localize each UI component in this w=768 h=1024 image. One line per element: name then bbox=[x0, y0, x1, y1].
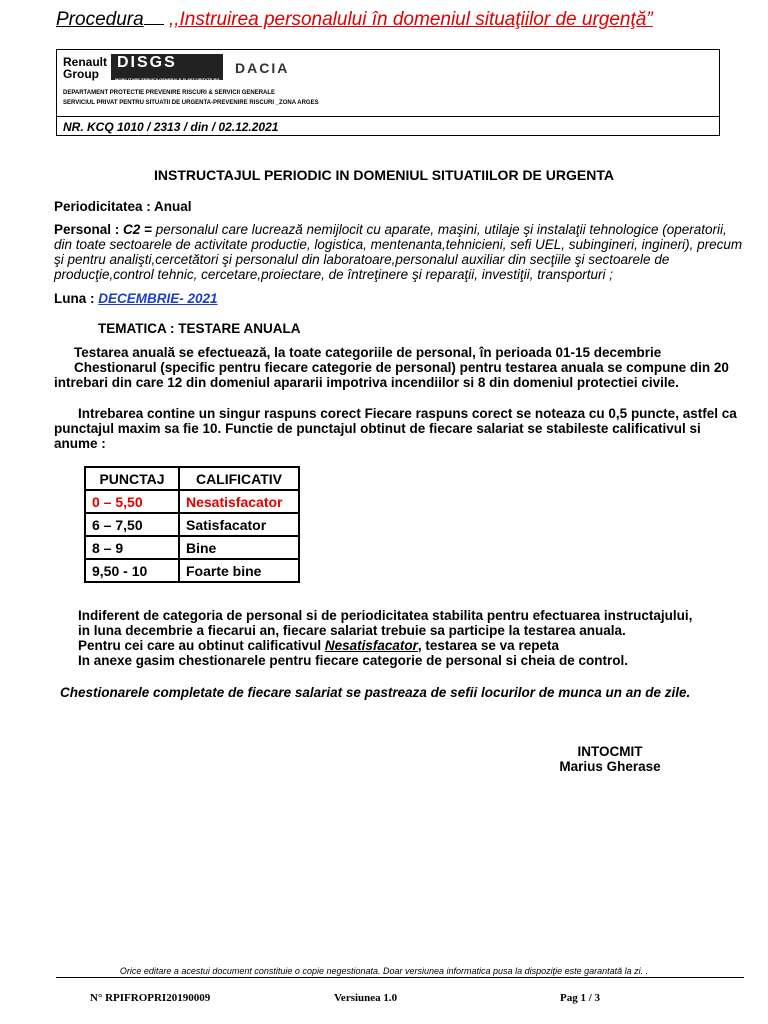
logo-box bbox=[56, 49, 720, 136]
score-range: 9,50 - 10 bbox=[85, 559, 179, 582]
rating: Foarte bine bbox=[179, 559, 299, 582]
document-title: INSTRUCTAJUL PERIODIC IN DOMENIUL SITUATIILOR DE URGENTA bbox=[154, 167, 614, 183]
score-range: 0 – 5,50 bbox=[85, 490, 179, 513]
grading-table bbox=[84, 466, 300, 583]
after-table-line-4: In anexe gasim chestionarele pentru fiecare categorie de personal si cheia de control. bbox=[78, 653, 628, 668]
after-table-line-2: in luna decembrie a fiecarui an, fiecare salariat trebuie sa participe la testarea anuala. bbox=[78, 623, 626, 638]
nesatisfacator-emphasis: Nesatisfacator bbox=[324, 638, 418, 653]
month-label: Luna : bbox=[54, 291, 99, 306]
retention-note: Chestionarele completate de fiecare salariat se pastreaza de sefii locurilor de munca un an de zile. bbox=[60, 685, 691, 700]
disgs-logo bbox=[111, 54, 223, 80]
after-table-line-3a: Pentru cei care au obtinut calificativul bbox=[78, 638, 325, 653]
score-range: 8 – 9 bbox=[85, 536, 179, 559]
rating: Bine bbox=[179, 536, 299, 559]
renault-group-logo bbox=[63, 56, 107, 80]
disgs-logo-subtitle: MOBILIZARE SERVICII GENERALE SI SECURITATE RG bbox=[115, 77, 220, 82]
renault-logo-line1: Renault bbox=[63, 55, 108, 69]
table-row bbox=[85, 559, 299, 582]
body-paragraph-2: Chestionarul (specific pentru fiecare categorie de personal) pentru testarea anuala se compune din 20 intrebari din care 12 din domeniul apararii impotriva incendiilor si 8 din domeniul protectiei civile. bbox=[54, 360, 729, 390]
personal-code: C2 = bbox=[123, 222, 156, 237]
procedure-title: ,,Instruirea personalului în domeniul situaţiilor de urgenţă” bbox=[168, 9, 653, 30]
header-punctaj: PUNCTAJ bbox=[85, 467, 179, 490]
table-row bbox=[85, 536, 299, 559]
theme-heading: TEMATICA : TESTARE ANUALA bbox=[98, 321, 301, 336]
footer-version: Versiunea 1.0 bbox=[334, 992, 398, 1004]
after-table-text bbox=[78, 608, 758, 668]
footer-divider bbox=[56, 977, 744, 978]
header-underline-gap bbox=[144, 8, 164, 25]
after-table-line-3c: , testarea se va repeta bbox=[417, 638, 559, 653]
signature-block bbox=[555, 744, 665, 774]
month-value: DECEMBRIE- 2021 bbox=[98, 291, 218, 306]
department-line-1: DEPARTAMENT PROTECTIE PREVENIRE RISCURI & SERVICII GENERALE bbox=[63, 90, 276, 96]
personal-label: Personal : bbox=[54, 222, 124, 237]
footer-document-number: N° RPIFROPRI20190009 bbox=[90, 992, 211, 1004]
header-calificativ: CALIFICATIV bbox=[179, 467, 299, 490]
after-table-line-3 bbox=[78, 638, 758, 653]
department-line-2: SERVICIUL PRIVAT PENTRU SITUATII DE URGENTA-PREVENIRE RISCURI _ZONA ARGES bbox=[63, 100, 319, 106]
procedure-label: Procedura bbox=[56, 9, 144, 30]
score-range: 6 – 7,50 bbox=[85, 513, 179, 536]
document-number: NR. KCQ 1010 / 2313 / din / 02.12.2021 bbox=[63, 120, 279, 134]
body-paragraph-1: Testarea anuală se efectuează, la toate categoriile de personal, în perioada 01-15 decembrie bbox=[74, 345, 662, 360]
procedure-header bbox=[56, 8, 653, 31]
month-line bbox=[54, 291, 744, 306]
table-row bbox=[85, 513, 299, 536]
table-row bbox=[85, 490, 299, 513]
personal-description: personalul care lucrează nemijlocit cu aparate, maşini, utilaje şi instalaţii tehnologice (operatorii, din toate sectoarele de activitate productie, logistica, mentenanta,tehnicieni, sefi UEL, subingineri, ingineri), precum şi pentru analişti,cercetători şi personalul din laboratoare,personalul auxiliar din secţiile şi sectoarele de producţie,control tehnic, cercetare,proiectare, de întreţinere şi reparaţii, investiţii, transporturi ; bbox=[54, 222, 743, 282]
rating: Nesatisfacator bbox=[179, 490, 299, 513]
personal-block bbox=[54, 222, 744, 282]
grading-table-header bbox=[85, 467, 299, 490]
renault-logo-line2: Group bbox=[63, 67, 99, 81]
disgs-logo-text: DISGS bbox=[117, 54, 177, 71]
body-paragraph-3: Intrebarea contine un singur raspuns corect Fiecare raspuns corect se noteaza cu 0,5 puncte, astfel ca punctajul maxim sa fie 10. Functie de punctajul obtinut de fiecare salariat se stabileste calificativul si anume : bbox=[54, 406, 737, 451]
after-table-line-1: Indiferent de categoria de personal si de periodicitatea stabilita pentru efectuarea instructajului, bbox=[78, 608, 693, 623]
footer-disclaimer: Orice editare a acestui document constituie o copie negestionata. Doar versiunea informatica pusa la dispoziţie este garantată la zi. . bbox=[119, 966, 649, 976]
signature-name: Marius Gherase bbox=[559, 759, 661, 774]
dacia-logo: DACIA bbox=[235, 60, 290, 76]
signature-role: INTOCMIT bbox=[577, 744, 643, 759]
footer-page: Pag 1 / 3 bbox=[560, 992, 601, 1004]
rating: Satisfacator bbox=[179, 513, 299, 536]
logo-box-divider bbox=[57, 116, 719, 117]
periodicity: Periodicitatea : Anual bbox=[54, 199, 192, 214]
